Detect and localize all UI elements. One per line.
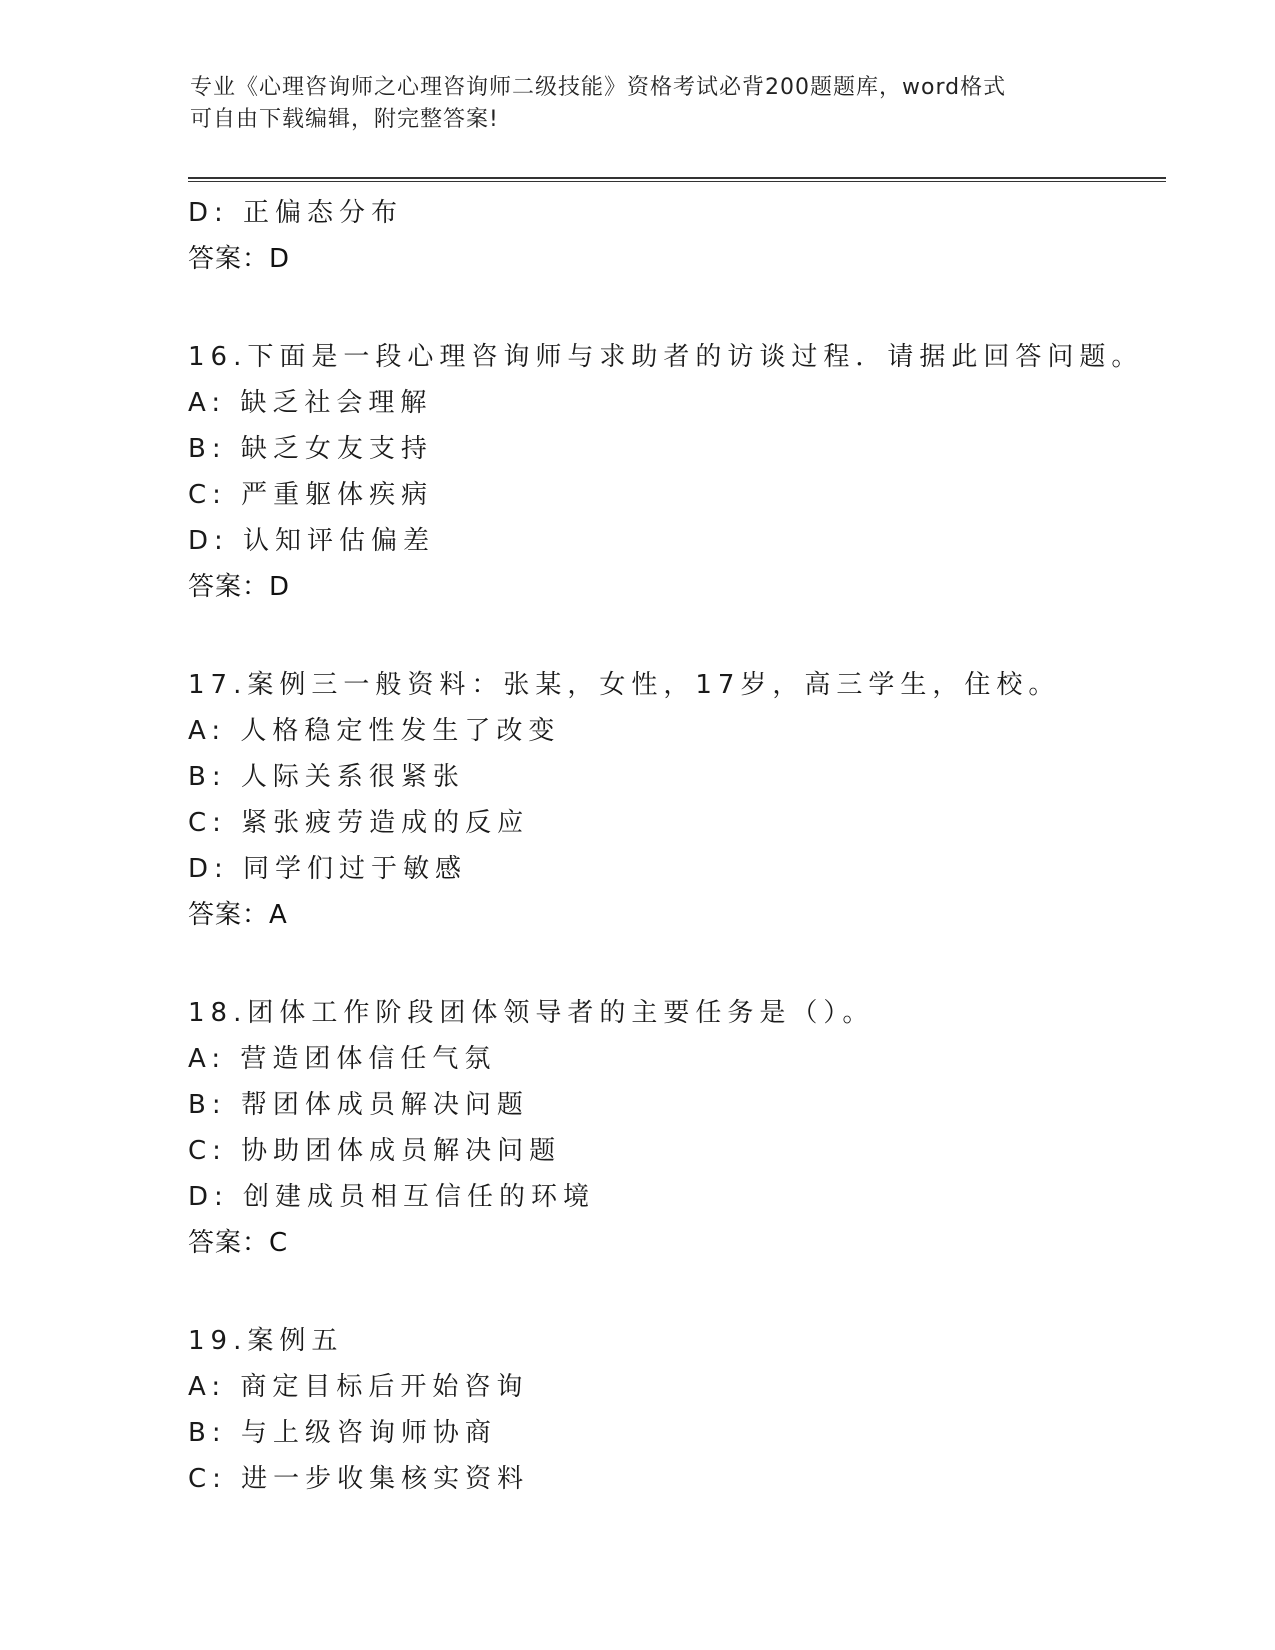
header-divider xyxy=(188,177,1166,182)
option-d: D: 同学们过于敏感 xyxy=(188,854,468,884)
option-d: D: 认知评估偏差 xyxy=(188,526,436,556)
answer-line: 答案：D xyxy=(188,244,291,274)
option-c: C: 紧张疲劳造成的反应 xyxy=(188,808,530,838)
question-list xyxy=(188,190,1168,1502)
header-line-1: 专业《心理咨询师之心理咨询师二级技能》资格考试必背200题题库，word格式 xyxy=(190,75,1007,100)
option-b: B: 缺乏女友支持 xyxy=(188,434,433,464)
option-b: B: 帮团体成员解决问题 xyxy=(188,1090,529,1120)
option-a: A: 商定目标后开始咨询 xyxy=(188,1372,529,1402)
option-b: B: 与上级咨询师协商 xyxy=(188,1418,497,1448)
option-d: D: 创建成员相互信任的环境 xyxy=(188,1182,596,1212)
question-stem: 16.下面是一段心理咨询师与求助者的访谈过程．请据此回答问题。 xyxy=(188,342,1144,372)
question-17 xyxy=(188,662,1168,938)
option-a: A: 缺乏社会理解 xyxy=(188,388,433,418)
option-c: C: 协助团体成员解决问题 xyxy=(188,1136,562,1166)
option-b: B: 人际关系很紧张 xyxy=(188,762,465,792)
question-stem: 17.案例三一般资料：张某，女性，17岁，高三学生，住校。 xyxy=(188,670,1061,700)
previous-question-tail xyxy=(188,190,1168,282)
question-19 xyxy=(188,1318,1168,1502)
answer-line: 答案：D xyxy=(188,572,291,602)
option-d: D: 正偏态分布 xyxy=(188,198,404,228)
question-18 xyxy=(188,990,1168,1266)
document-header xyxy=(190,72,1090,136)
answer-line: 答案：C xyxy=(188,1228,289,1258)
option-a: A: 营造团体信任气氛 xyxy=(188,1044,497,1074)
question-stem: 18.团体工作阶段团体领导者的主要任务是（）。 xyxy=(188,998,875,1028)
option-a: A: 人格稳定性发生了改变 xyxy=(188,716,561,746)
question-16 xyxy=(188,334,1168,610)
option-c: C: 严重躯体疾病 xyxy=(188,480,434,510)
question-stem: 19.案例五 xyxy=(188,1326,344,1356)
option-c: C: 进一步收集核实资料 xyxy=(188,1464,530,1494)
header-line-2: 可自由下载编辑，附完整答案! xyxy=(190,107,499,132)
answer-line: 答案：A xyxy=(188,900,288,930)
